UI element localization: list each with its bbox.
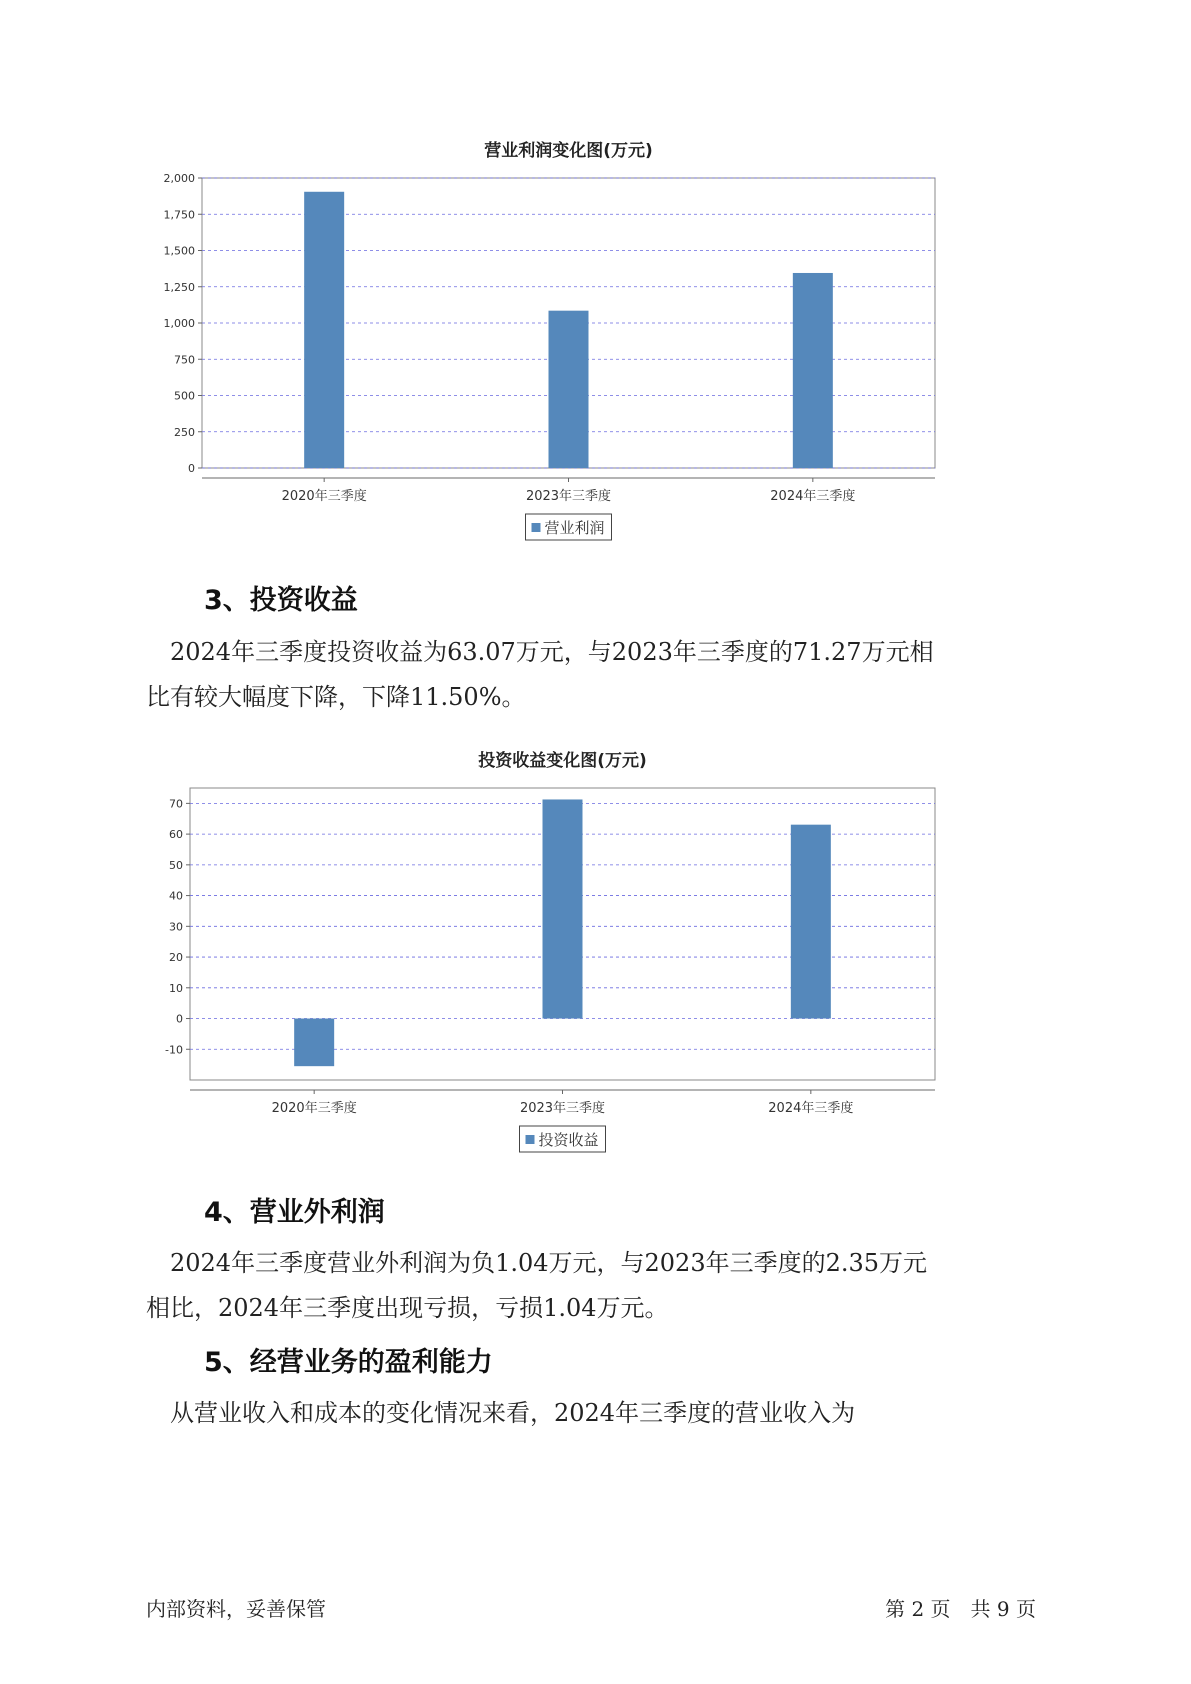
section-heading-investment-income: 3、投资收益 [204,585,358,616]
section-paragraph-investment-income [146,630,1046,720]
bar [793,273,833,468]
y-tick-label: 10 [169,981,183,995]
legend-swatch [532,523,541,532]
x-tick-label: 2020年三季度 [281,489,367,504]
y-tick-label: -10 [165,1043,183,1057]
y-tick-label: 50 [169,858,183,872]
x-tick-label: 2023年三季度 [525,489,612,504]
y-tick-label: 250 [174,425,195,439]
footer-page-number: 第 2 页 共 9 页 [885,1597,1036,1621]
operating-profit-chart-svg [150,130,1050,560]
legend-label: 营业利润 [544,519,605,537]
bar [304,192,344,468]
y-tick-label: 750 [174,353,195,367]
y-tick-label: 20 [169,951,183,965]
chart-title: 营业利润变化图(万元) [484,141,653,161]
section-heading-business-profitability: 5、经营业务的盈利能力 [204,1347,493,1378]
x-tick-label: 2024年三季度 [768,1101,854,1116]
y-tick-label: 0 [176,1012,183,1026]
x-tick-label: 2020年三季度 [271,1101,357,1116]
paragraph-line: 2024年三季度投资收益为63.07万元，与2023年三季度的71.27万元相 [146,638,934,666]
operating-profit-chart [150,130,1050,560]
y-tick-label: 2,000 [163,172,195,185]
x-tick-label: 2023年三季度 [519,1101,606,1116]
y-tick-label: 1,000 [163,317,195,330]
footer-confidential-note: 内部资料，妥善保管 [146,1597,326,1621]
investment-income-chart-svg [150,740,1050,1170]
y-tick-label: 500 [174,389,195,403]
y-tick-label: 0 [188,462,195,475]
y-tick-label: 30 [169,920,183,934]
paragraph-line: 2024年三季度营业外利润为负1.04万元，与2023年三季度的2.35万元 [146,1249,928,1277]
y-tick-label: 60 [169,828,183,842]
section-heading-non-operating-profit: 4、营业外利润 [204,1197,385,1228]
y-tick-label: 40 [169,889,183,903]
y-tick-label: 70 [169,797,183,811]
paragraph-line: 相比，2024年三季度出现亏损，亏损1.04万元。 [146,1294,669,1322]
y-tick-label: 1,750 [163,208,195,222]
investment-income-chart [150,740,1050,1170]
bar [549,311,589,468]
paragraph-line: 比有较大幅度下降，下降11.50%。 [146,683,526,711]
bar [791,825,831,1019]
legend-label: 投资收益 [538,1131,599,1149]
legend-swatch [526,1135,535,1144]
bar [543,799,583,1018]
chart-title: 投资收益变化图(万元) [478,751,647,771]
paragraph-line: 从营业收入和成本的变化情况来看，2024年三季度的营业收入为 [146,1399,856,1427]
y-tick-label: 1,250 [163,280,195,294]
x-tick-label: 2024年三季度 [770,489,856,504]
y-tick-label: 1,500 [163,244,195,258]
section-paragraph-business-profitability [146,1391,1046,1436]
bar [294,1019,334,1067]
section-paragraph-non-operating-profit [146,1241,1046,1331]
